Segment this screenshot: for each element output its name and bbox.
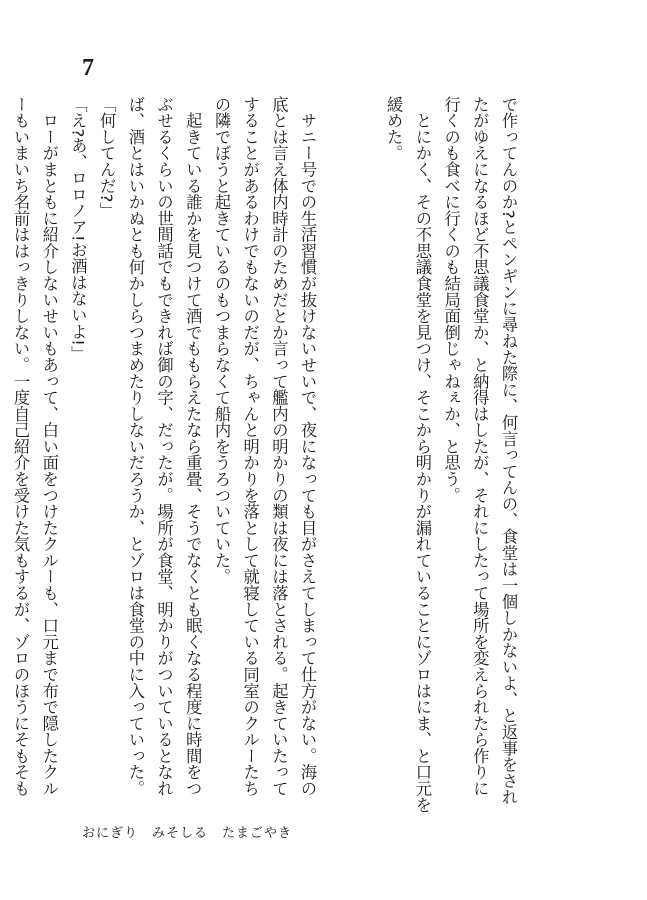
body-text [11,96,522,813]
text-line: たがゆえになるほど不思議食堂か、と納得はしたが、それにしたって場所を変えられたら作りに [470,96,490,797]
dialogue-line: 「え?あ、ロロノア!お酒はないよ!」 [68,96,88,363]
text-line: とにかく、その不思議食堂を見つけ、そこから明かりが漏れていることにゾロはにま、と口元を [412,96,432,813]
text-line: 行くのも食べに行くのも結局面倒じゃねぇか、と思う。 [441,96,461,504]
text-line: ローがまともに紹介しないせいもあって、白い面をつけたクルーも、口元まで布で隠したクル [39,96,59,797]
text-line: 底とは言え体内時計のためだとか言って艦内の明かりの類は夜には落とされる。起きていたって [269,96,289,797]
footer-title: おにぎり みそしる たまごやき [82,826,293,841]
text-line: で作ってんのか?とペンギンに尋ねた際に、何言ってんの、食堂は一個しかないよ、と返事をされ [499,96,518,806]
text-line: 緩めた。 [384,96,404,162]
blank-line [350,96,379,796]
text-line: ーもいまいち名前ははっきりしない。一度自己紹介を受けた気もするが、ゾロのほうにそもそも [11,96,31,797]
text-line: ぶせるくらいの世間話でもできれば御の字、だったが。場所が食堂、明かりがついているとなれ [154,96,174,797]
text-line: サニー号での生活習慣が抜けないせいで、夜になっても目がさえてしまって仕方がない。海の [298,96,318,797]
text-line: ば、酒とはいかぬとも何かしらつまめたりしないだろうか、とゾロは食堂の中に入っていった。 [125,96,145,797]
text-line: 起きている誰かを見つけて酒でももらえたなら重畳、そうでなくとも眠くなる程度に時間をつ [183,96,203,797]
text-line: することがあるわけでもないのだが、ちゃんと明かりを落として就寝している同室のクルーたち [240,96,260,797]
blank-line [321,96,350,796]
text-line: の隣でぼうと起きているのもつまらなくて船内をうろついていた。 [211,96,231,585]
dialogue-line: 「何してんだ?」 [97,96,117,219]
page-number: 7 [82,55,94,81]
